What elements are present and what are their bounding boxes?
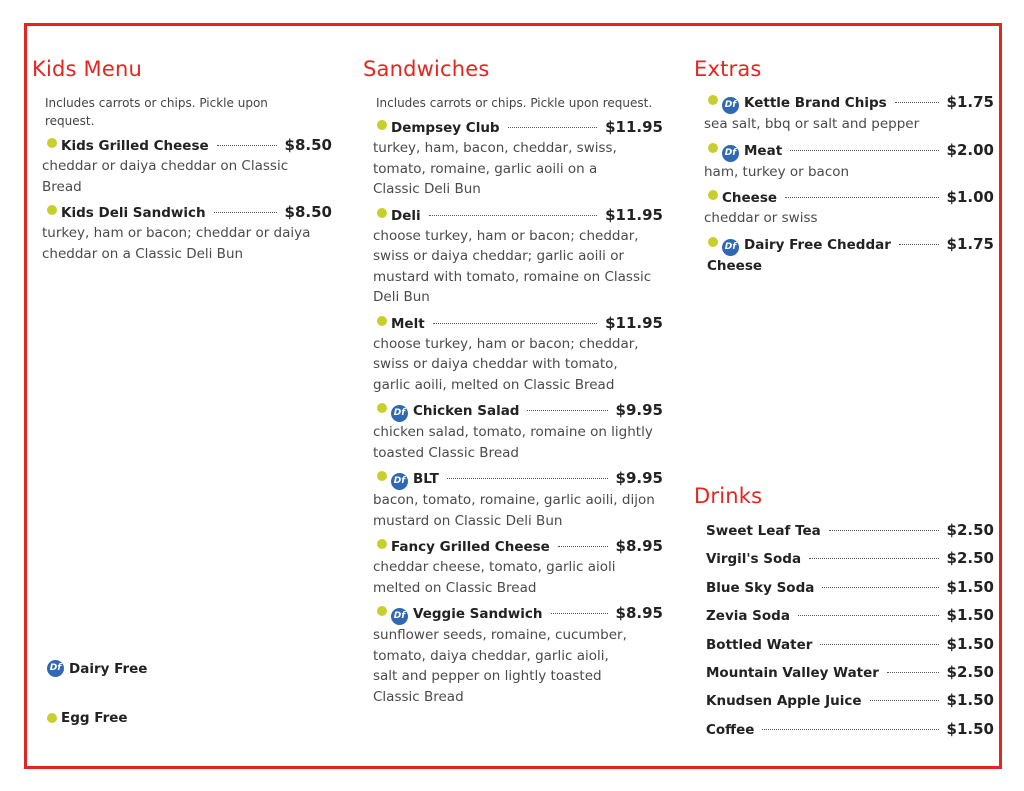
- sandwiches-note: Includes carrots or chips. Pickle upon request.: [376, 96, 653, 110]
- egg-free-dot-icon: [377, 403, 387, 413]
- dot-leader: [870, 700, 939, 701]
- extras-title: Extras: [694, 57, 762, 81]
- egg-free-dot-icon: [377, 606, 387, 616]
- egg-free-dot-icon: [377, 471, 387, 481]
- kids-menu-title: Kids Menu: [32, 57, 143, 81]
- dot-leader: [790, 150, 938, 151]
- drink-item: [706, 548, 994, 569]
- item-name: Melt: [391, 315, 425, 332]
- menu-item-dempsey-club: [363, 118, 663, 200]
- menu-item-fancy-grilled-cheese: [363, 537, 663, 598]
- item-price: $2.50: [946, 549, 994, 568]
- item-description: sunflower seeds, romaine, cucumber, tomato, daiya cheddar, garlic aioli, salt and pepper on lightly toasted Classic Bread: [373, 627, 627, 705]
- item-name: Blue Sky Soda: [706, 579, 815, 596]
- item-description: turkey, ham or bacon; cheddar or daiya cheddar on a Classic Deli Bun: [42, 225, 311, 262]
- item-price: $1.75: [946, 234, 994, 253]
- drink-item: [706, 662, 994, 683]
- egg-free-dot-icon: [47, 138, 57, 148]
- item-name: Dempsey Club: [391, 120, 500, 136]
- item-name: Cheese: [722, 190, 778, 206]
- dot-leader: [895, 102, 939, 103]
- egg-free-dot-icon: [377, 120, 387, 130]
- item-name: Sweet Leaf Tea: [706, 523, 821, 539]
- item-price: $2.50: [946, 521, 994, 539]
- dot-leader: [429, 215, 597, 216]
- item-price: $8.50: [284, 203, 332, 221]
- item-description: cheddar or daiya cheddar on Classic Bread: [42, 158, 289, 195]
- dot-leader: [558, 546, 608, 547]
- item-name: Deli: [391, 207, 421, 224]
- dot-leader: [508, 127, 598, 128]
- egg-free-dot-icon: [708, 237, 718, 247]
- dot-leader: [785, 197, 939, 198]
- item-price: $9.95: [615, 469, 663, 487]
- item-price: $8.50: [284, 136, 332, 154]
- drink-item: [706, 577, 994, 598]
- dot-leader: [899, 244, 939, 245]
- item-name: Kids Grilled Cheese: [61, 138, 209, 154]
- kids-menu-section: [32, 54, 332, 264]
- egg-free-dot-icon: [708, 143, 718, 153]
- item-description: bacon, tomato, romaine, garlic aoili, dijon mustard on Classic Deli Bun: [373, 492, 655, 529]
- item-name: Coffee: [706, 721, 755, 738]
- item-name: Zevia Soda: [706, 608, 790, 625]
- menu-item-kettle-brand-chips: [694, 93, 994, 135]
- legend-dairy-free-label: Dairy Free: [69, 660, 148, 677]
- dot-leader: [433, 323, 597, 324]
- menu-item-veggie-sandwich: [363, 604, 663, 707]
- item-price: $1.50: [946, 719, 994, 738]
- item-name: BLT: [413, 471, 439, 487]
- dot-leader: [527, 410, 607, 411]
- item-price: $2.00: [946, 140, 994, 159]
- menu-item-dairy-free-cheddar: [694, 235, 994, 277]
- item-name: Veggie Sandwich: [413, 606, 543, 622]
- dot-leader: [762, 729, 938, 730]
- drinks-title: Drinks: [694, 484, 763, 508]
- drinks-section: [694, 481, 994, 740]
- item-description: ham, turkey or bacon: [704, 163, 850, 180]
- item-description: sea salt, bbq or salt and pepper: [704, 116, 920, 132]
- egg-free-dot-icon: [377, 208, 387, 218]
- dot-leader: [829, 530, 939, 531]
- egg-free-dot-icon: [377, 539, 387, 549]
- item-name: Bottled Water: [706, 636, 813, 653]
- drink-item: [706, 605, 994, 626]
- sandwiches-title: Sandwiches: [363, 57, 490, 81]
- dot-leader: [217, 145, 277, 146]
- dot-leader: [809, 558, 938, 559]
- menu-item-melt: [363, 314, 663, 396]
- dot-leader: [551, 613, 608, 614]
- item-description: cheddar cheese, tomato, garlic aioli melted on Classic Bread: [373, 559, 616, 596]
- dot-leader: [820, 644, 938, 645]
- drink-item: [706, 520, 994, 541]
- menu-item-blt: [363, 469, 663, 531]
- item-name: Kettle Brand Chips: [744, 95, 887, 111]
- item-description: Cheese: [707, 257, 763, 274]
- egg-free-dot-icon: [47, 713, 57, 723]
- item-price: $9.95: [615, 401, 663, 419]
- dairy-free-badge-icon: Df: [722, 97, 739, 114]
- legend-dairy-free: [47, 660, 147, 677]
- item-name: Dairy Free Cheddar: [744, 236, 891, 253]
- item-price: $1.50: [946, 606, 994, 625]
- item-price: $11.95: [605, 205, 663, 224]
- dot-leader: [822, 587, 938, 588]
- egg-free-dot-icon: [377, 316, 387, 326]
- dairy-free-badge-icon: Df: [722, 239, 739, 256]
- item-price: $2.50: [946, 662, 994, 681]
- dot-leader: [214, 212, 277, 213]
- dairy-free-badge-icon: Df: [47, 660, 64, 677]
- dot-leader: [447, 478, 608, 479]
- item-description: chicken salad, tomato, romaine on lightly toasted Classic Bread: [373, 424, 653, 461]
- dairy-free-badge-icon: Df: [722, 145, 739, 162]
- drinks-list: [694, 520, 994, 740]
- menu-item-kids-deli-sandwich: [32, 203, 332, 264]
- menu-item-meat: [694, 141, 994, 183]
- extras-section: [694, 54, 994, 276]
- item-price: $1.50: [946, 634, 994, 653]
- item-description: choose turkey, ham or bacon; cheddar, swiss or daiya cheddar; garlic aoili or mustard with tomato, romaine on Classic Deli Bun: [373, 227, 652, 305]
- menu-item-kids-grilled-cheese: [32, 136, 332, 197]
- item-description: cheddar or swiss: [704, 210, 818, 226]
- item-name: Mountain Valley Water: [706, 664, 879, 681]
- item-price: $11.95: [605, 118, 663, 136]
- item-price: $1.00: [946, 188, 994, 206]
- dot-leader: [887, 672, 939, 673]
- drink-item: [706, 690, 994, 711]
- sandwiches-section: [363, 54, 663, 707]
- item-description: turkey, ham, bacon, cheddar, swiss, tomato, romaine, garlic aoili on a Classic Deli Bun: [373, 140, 617, 197]
- menu-item-chicken-salad: [363, 401, 663, 463]
- dairy-free-badge-icon: Df: [391, 608, 408, 625]
- egg-free-dot-icon: [708, 190, 718, 200]
- menu-item-cheese: [694, 188, 994, 229]
- item-price: $1.50: [946, 691, 994, 710]
- item-name: Virgil's Soda: [706, 551, 802, 568]
- item-price: $8.95: [615, 537, 663, 555]
- item-name: Fancy Grilled Cheese: [391, 539, 550, 555]
- legend-egg-free: [47, 710, 128, 726]
- egg-free-dot-icon: [47, 205, 57, 215]
- kids-menu-note: Includes carrots or chips. Pickle upon request.: [45, 96, 268, 128]
- dairy-free-badge-icon: Df: [391, 473, 408, 490]
- egg-free-dot-icon: [708, 95, 718, 105]
- menu-item-deli: [363, 206, 663, 308]
- item-name: Kids Deli Sandwich: [61, 205, 206, 221]
- drink-item: [706, 634, 994, 655]
- dairy-free-badge-icon: Df: [391, 405, 408, 422]
- dot-leader: [798, 615, 939, 616]
- item-price: $1.50: [946, 577, 994, 596]
- drink-item: [706, 719, 994, 740]
- item-description: choose turkey, ham or bacon; cheddar, swiss or daiya cheddar with tomato, garlic aoili, melted on Classic Bread: [373, 335, 639, 393]
- item-name: Meat: [744, 142, 783, 159]
- legend-egg-free-label: Egg Free: [61, 710, 128, 726]
- item-name: Knudsen Apple Juice: [706, 693, 862, 710]
- item-name: Chicken Salad: [413, 403, 520, 419]
- item-price: $11.95: [605, 313, 663, 332]
- item-price: $8.95: [615, 604, 663, 622]
- item-price: $1.75: [946, 93, 994, 111]
